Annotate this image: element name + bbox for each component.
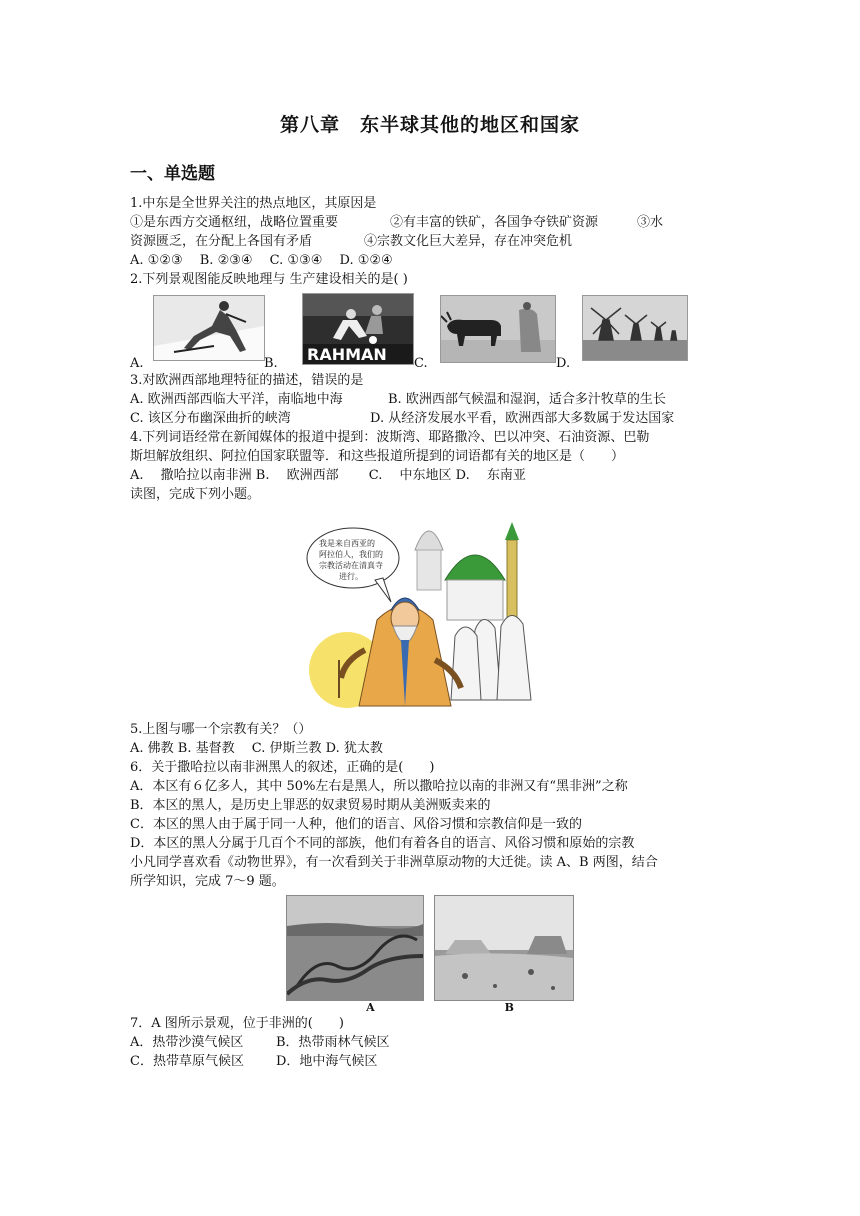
caption-a: A bbox=[366, 1001, 375, 1014]
arab-elder-illustration bbox=[305, 510, 555, 710]
bullfight-photo bbox=[440, 295, 556, 363]
q3-options-row-2 bbox=[130, 409, 730, 428]
q7-option-b: B．热带雨林气候区 bbox=[276, 1035, 390, 1050]
q2-image-row bbox=[130, 293, 730, 371]
intro-7-9-line-1: 小凡同学喜欢看《动物世界》，有一次看到关于非洲草原动物的大迁徙。读 A、B 两图，结合 bbox=[130, 855, 658, 870]
bubble-line-2: 阿拉伯人，我们的 bbox=[319, 550, 383, 559]
q5-stem: 5.上图与哪一个宗教有关？（） bbox=[130, 722, 312, 737]
q1-statements-2: 资源匮乏，在分配上各国有矛盾 ④宗教文化巨大差异，存在冲突危机 bbox=[130, 234, 573, 249]
q5-options: A. 佛教 B. 基督教 C. 伊斯兰教 D. 犹太教 bbox=[130, 741, 383, 756]
question-7 bbox=[130, 1014, 730, 1071]
q3-option-a: A. 欧洲西部西临大平洋，南临地中海 bbox=[130, 392, 343, 407]
q2-label-d: D. bbox=[556, 356, 571, 371]
q2-label-b: B. bbox=[264, 356, 278, 371]
bubble-line-1: 我是来自西亚的 bbox=[319, 539, 375, 548]
question-4 bbox=[130, 428, 730, 485]
q6-option-d: D．本区的黑人分属于几百个不同的部族，他们有着各自的语言、风俗习惯和原始的宗教 bbox=[130, 836, 635, 851]
bubble-line-4: 进行。 bbox=[339, 572, 363, 581]
ab-captions bbox=[150, 1001, 730, 1014]
q4-stem-1: 4.下列词语经常在新闻媒体的报道中提到：波斯湾、耶路撒冷、巴以冲突、石油资源、巴勒 bbox=[130, 430, 650, 445]
desert-photo bbox=[434, 895, 574, 1001]
q2-label-a: A. bbox=[130, 356, 144, 371]
windmill-photo bbox=[582, 295, 688, 361]
q7-option-d: D．地中海气候区 bbox=[276, 1054, 378, 1069]
q1-options: A. ①②③ B. ②③④ C. ①③④ D. ①②④ bbox=[130, 253, 393, 268]
q6-option-a: A．本区有６亿多人，其中 50%左右是黑人，所以撒哈拉以南的非洲又有“黑非洲”之称 bbox=[130, 779, 628, 794]
chapter-title: 第八章 东半球其他的地区和国家 bbox=[279, 114, 580, 136]
football-photo bbox=[302, 293, 414, 365]
question-3 bbox=[130, 371, 730, 428]
q3-options-row-1 bbox=[130, 390, 730, 409]
bubble-line-3: 宗教活动在清真寺 bbox=[319, 561, 383, 570]
q3-option-b: B. 欧洲西部气候温和湿润，适合多汁牧草的生长 bbox=[388, 392, 666, 407]
q2-stem: 2.下列景观图能反映地理与 生产建设相关的是( ) bbox=[130, 272, 408, 287]
q1-statements-1: ①是东西方交通枢纽，战略位置重要 ②有丰富的铁矿，各国争夺铁矿资源 ③水 bbox=[130, 215, 664, 230]
document-page bbox=[130, 110, 730, 1071]
question-5 bbox=[130, 720, 730, 758]
caption-b: B bbox=[504, 1001, 514, 1014]
q6-option-c: C．本区的黑人由于属于同一人种，他们的语言、风俗习惯和宗教信仰是一致的 bbox=[130, 817, 582, 832]
banner-text: RAHMAN bbox=[307, 345, 387, 364]
section-heading: 一、单选题 bbox=[130, 164, 215, 184]
skier-photo bbox=[153, 295, 265, 361]
q3-stem: 3.对欧洲西部地理特征的描述，错误的是 bbox=[130, 373, 364, 388]
q7-options-row-2 bbox=[130, 1052, 730, 1071]
intro-7-9-line-2: 所学知识，完成 7～9 题。 bbox=[130, 874, 285, 889]
question-2 bbox=[130, 270, 730, 371]
q7-stem: 7．A 图所示景观，位于非洲的( ) bbox=[130, 1016, 344, 1031]
q6-option-b: B．本区的黑人，是历史上罪恶的奴隶贸易时期从美洲贩卖来的 bbox=[130, 798, 491, 813]
q2-label-c: C. bbox=[414, 356, 428, 371]
religion-cartoon bbox=[130, 510, 730, 710]
q7-option-c: C．热带草原气候区 bbox=[130, 1054, 244, 1069]
q7-option-a: A．热带沙漠气候区 bbox=[130, 1035, 244, 1050]
question-6 bbox=[130, 758, 730, 853]
savanna-migration-photo bbox=[286, 895, 424, 1001]
q6-stem: 6．关于撒哈拉以南非洲黑人的叙述，正确的是( ) bbox=[130, 760, 435, 775]
q7-options-row-1 bbox=[130, 1033, 730, 1052]
read-intro: 读图，完成下列小题。 bbox=[130, 487, 261, 502]
ab-photos bbox=[130, 895, 730, 1001]
question-1 bbox=[130, 194, 730, 270]
q3-option-d: D. 从经济发展水平看，欧洲西部大多数属于发达国家 bbox=[370, 411, 675, 426]
q4-options: A. 撒哈拉以南非洲 B. 欧洲西部 C. 中东地区 D. 东南亚 bbox=[130, 468, 526, 483]
intro-7-9 bbox=[130, 853, 730, 891]
q4-stem-2: 斯坦解放组织、阿拉伯国家联盟等．和这些报道所提到的词语都有关的地区是（ ） bbox=[130, 449, 625, 464]
q3-option-c: C. 该区分布幽深曲折的峡湾 bbox=[130, 411, 291, 426]
q1-stem: 1.中东是全世界关注的热点地区，其原因是 bbox=[130, 196, 377, 211]
